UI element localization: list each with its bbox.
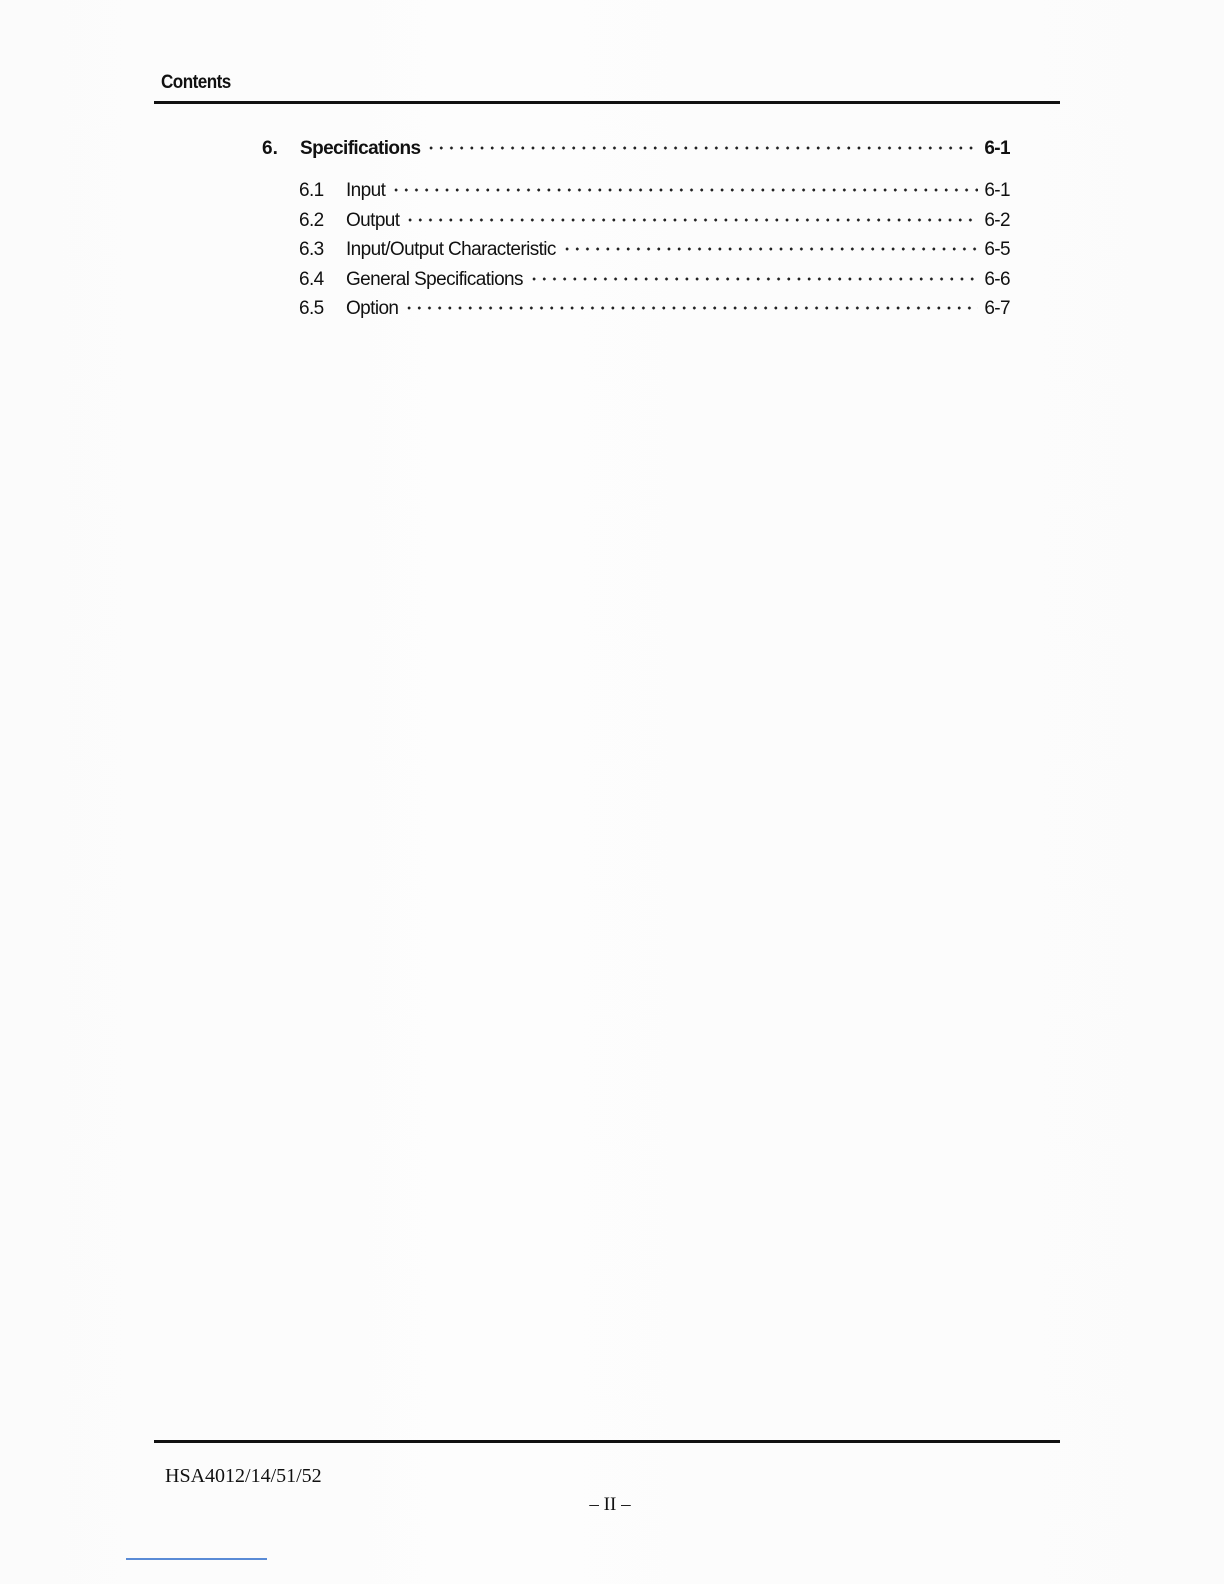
footer-model-number: HSA4012/14/51/52	[165, 1465, 322, 1487]
footer-page-number: – II –	[589, 1494, 631, 1515]
toc-dot-leader	[405, 218, 978, 222]
toc-dot-leader	[391, 188, 978, 192]
toc-section-entry[interactable]	[262, 298, 1010, 328]
header-rule	[154, 101, 1060, 104]
toc-section-number: 6.1	[299, 180, 324, 201]
toc-dot-leader	[426, 146, 978, 150]
toc-dot-leader	[562, 247, 979, 251]
toc-section-title: Input	[346, 180, 386, 201]
toc-section-number: 6.3	[299, 239, 324, 260]
toc-section-page: 6-6	[984, 268, 1010, 290]
toc-section-title: Option	[346, 298, 399, 319]
toc-section-page: 6-5	[984, 239, 1010, 260]
toc-section-entry[interactable]	[262, 180, 1010, 210]
scan-artifact-line	[126, 1558, 267, 1560]
footer-rule	[154, 1440, 1060, 1443]
page-title: Contents	[161, 72, 231, 93]
toc-section-title: Input/Output Characteristic	[346, 239, 556, 260]
toc-section-entry[interactable]	[262, 210, 1010, 240]
toc-section-page: 6-2	[984, 209, 1010, 231]
toc-section-title: General Specifications	[346, 268, 523, 290]
toc-section-title: Output	[346, 209, 400, 231]
toc-chapter-number: 6.	[262, 138, 278, 159]
toc-chapter-title: Specifications	[300, 138, 421, 159]
toc-chapter-entry[interactable]	[262, 138, 1010, 168]
toc-section-number: 6.2	[299, 209, 324, 231]
toc-section-number: 6.5	[299, 298, 324, 319]
toc-section-page: 6-1	[984, 180, 1010, 201]
toc-section-page: 6-7	[984, 298, 1010, 319]
toc-section-number: 6.4	[299, 268, 324, 290]
toc-dot-leader	[404, 306, 978, 310]
toc-chapter-page: 6-1	[984, 138, 1010, 159]
table-of-contents	[262, 138, 1010, 328]
toc-section-entry[interactable]	[262, 239, 1010, 269]
toc-dot-leader	[529, 277, 978, 281]
toc-section-entry[interactable]	[262, 269, 1010, 299]
